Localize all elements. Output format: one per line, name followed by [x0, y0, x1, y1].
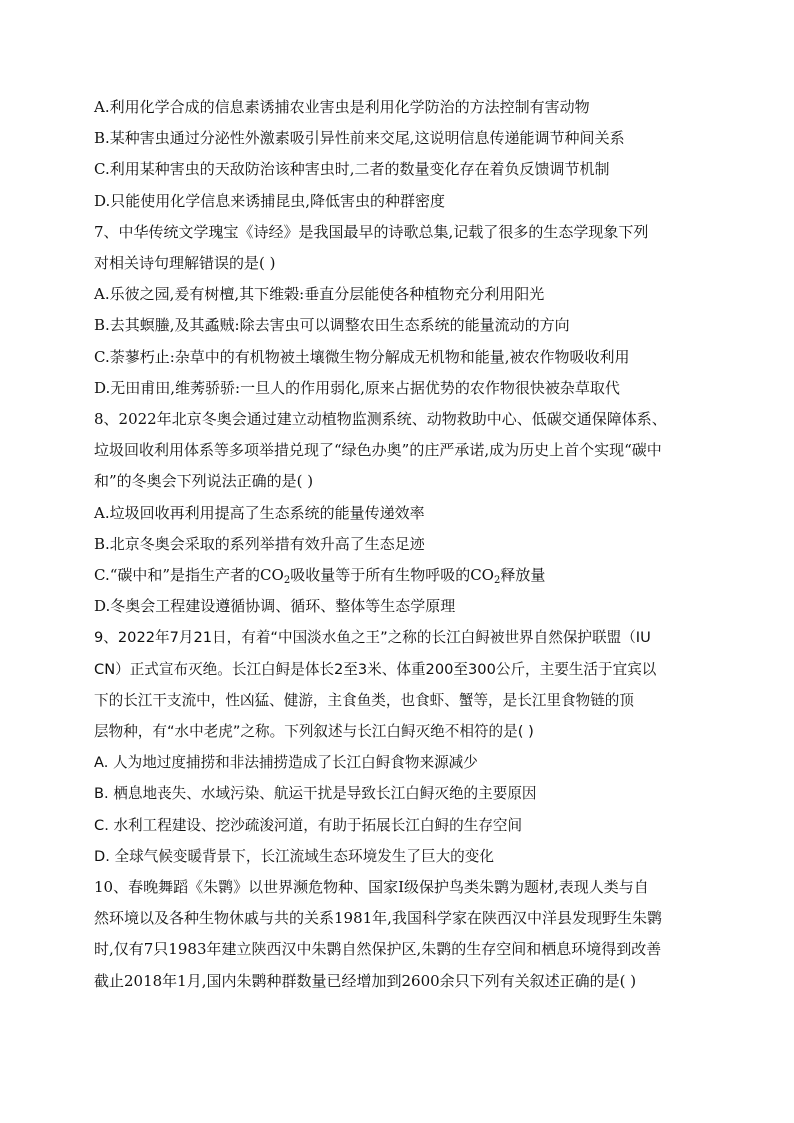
- q8-option-c-text-2: 吸收量等于所有生物呼吸的CO: [290, 566, 494, 585]
- q9-stem-line-3: 下的长江干支流中，性凶猛、健游，主食鱼类，也食虾、蟹等，是长江里食物链的顶: [94, 691, 634, 709]
- q7-option-c: C.荼蓼朽止:杂草中的有机物被土壤微生物分解成无机物和能量,被农作物吸收利用: [94, 347, 630, 366]
- q8-option-c-text-1: C.“碳中和”是指生产者的CO: [94, 566, 284, 585]
- q7-option-a: A.乐彼之园,爰有树檀,其下维榖:垂直分层能使各种植物充分利用阳光: [94, 285, 545, 304]
- q9-option-c: C. 水利工程建设、挖沙疏浚河道，有助于拓展长江白鲟的生存空间: [94, 816, 523, 834]
- q7-option-d: D.无田甫田,维莠骄骄:一旦人的作用弱化,原来占据优势的农作物很快被杂草取代: [94, 378, 620, 397]
- q8-stem-line-3: 和”的冬奥会下列说法正确的是( ): [94, 472, 314, 491]
- question-9: [94, 622, 706, 872]
- q9-stem-line-1: 9、2022年7月21日，有着“中国淡水鱼之王”之称的长江白鲟被世界自然保护联盟（IU: [94, 629, 651, 647]
- q10-stem-line-4: 截止2018年1月,国内朱鹮种群数量已经增加到2600余只下列有关叙述正确的是( ): [94, 971, 637, 990]
- q6-option-d: D.只能使用化学信息来诱捕昆虫,降低害虫的种群密度: [94, 191, 446, 210]
- q6-option-b: B.某种害虫通过分泌性外激素吸引异性前来交尾,这说明信息传递能调节种间关系: [94, 129, 625, 148]
- q8-option-c-text-3: 释放量: [500, 566, 546, 585]
- q8-option-d: D.冬奥会工程建设遵循协调、循环、整体等生态学原理: [94, 597, 456, 616]
- q8-option-b: B.北京冬奥会采取的系列举措有效升高了生态足迹: [94, 534, 425, 553]
- question-10: [94, 872, 706, 997]
- q9-option-a: A. 人为地过度捕捞和非法捕捞造成了长江白鲟食物来源减少: [94, 754, 478, 772]
- q8-stem-line-2: 垃圾回收利用体系等多项举措兑现了“绿色办奥”的庄严承诺,成为历史上首个实现“碳中: [94, 441, 662, 460]
- q8-stem-line-1: 8、2022年北京冬奥会通过建立动植物监测系统、动物救助中心、低碳交通保障体系、: [94, 410, 667, 429]
- q9-option-b: B. 栖息地丧失、水域污染、航运干扰是导致长江白鲟灭绝的主要原因: [94, 785, 537, 803]
- q6-option-a: A.利用化学合成的信息素诱捕农业害虫是利用化学防治的方法控制有害动物: [94, 98, 590, 116]
- q9-stem-line-4: 层物种，有“水中老虎”之称。下列叙述与长江白鲟灭绝不相符的是( ): [94, 723, 534, 741]
- question-7: [94, 217, 706, 404]
- q7-option-b: B.去其螟螣,及其蟊贼:除去害虫可以调整农田生态系统的能量流动的方向: [94, 316, 570, 335]
- q6-option-c: C.利用某种害虫的天敌防治该种害虫时,二者的数量变化存在着负反馈调节机制: [94, 160, 610, 179]
- q7-stem-line-1: 7、中华传统文学瑰宝《诗经》是我国最早的诗歌总集,记载了很多的生态学现象下列: [94, 222, 649, 241]
- q8-option-a: A.垃圾回收再利用提高了生态系统的能量传递效率: [94, 503, 425, 522]
- q10-stem-line-2: 然环境以及各种生物休戚与共的关系1981年,我国科学家在陕西汉中洋县发现野生朱鹮: [94, 909, 662, 928]
- q8-option-c-subscript-1: 2: [283, 575, 291, 587]
- q8-option-c-subscript-2: 2: [493, 575, 501, 587]
- q9-option-d: D. 全球气候变暖背景下，长江流域生态环境发生了巨大的变化: [94, 847, 494, 865]
- document-body: [94, 92, 706, 997]
- q8-option-c: [94, 560, 706, 591]
- q7-stem-line-2: 对相关诗句理解错误的是( ): [94, 254, 276, 273]
- question-6-options: [94, 92, 706, 217]
- q9-stem-line-2: CN）正式宣布灭绝。长江白鲟是体长2至3米、体重200至300公斤，主要生活于宜宾以: [94, 660, 657, 678]
- q10-stem-line-3: 时,仅有7只1983年建立陕西汉中朱鹮自然保护区,朱鹮的生存空间和栖息环境得到改善: [94, 940, 662, 959]
- question-8: [94, 404, 706, 622]
- q10-stem-line-1: 10、春晚舞蹈《朱鹮》以世界濒危物种、国家Ⅰ级保护鸟类朱鹮为题材,表现人类与自: [94, 878, 649, 897]
